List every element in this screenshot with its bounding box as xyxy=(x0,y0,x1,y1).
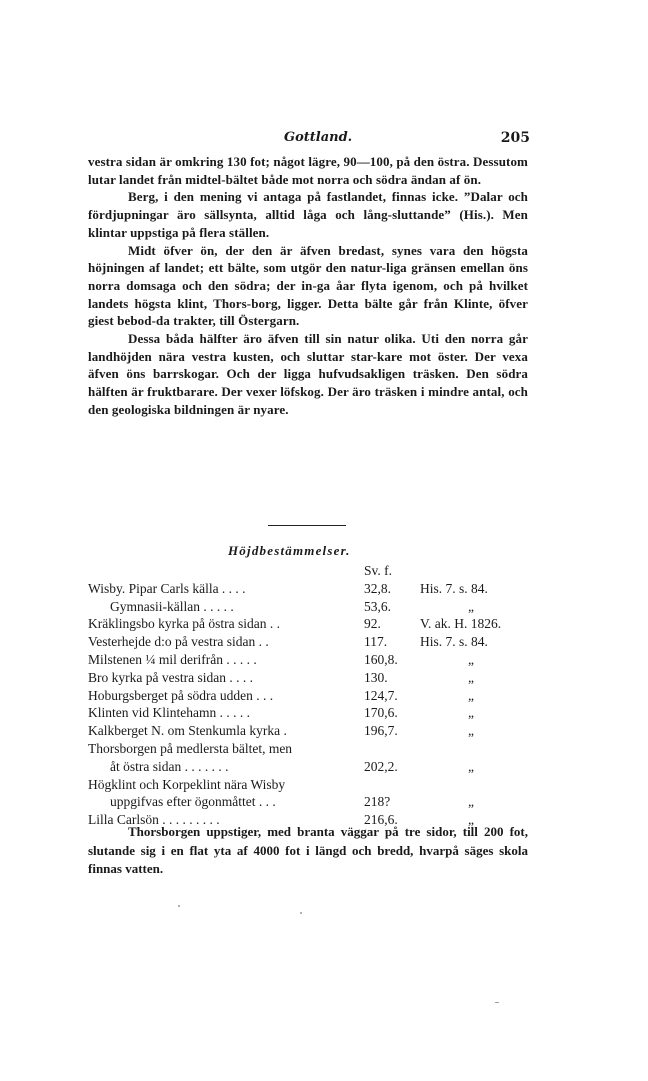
source-ref: „ xyxy=(468,723,474,739)
body-text xyxy=(88,153,528,419)
location-name: Högklint och Korpeklint nära Wisby xyxy=(88,776,286,792)
source-ref: „ xyxy=(468,812,474,828)
paragraph-3: Midt öfver ön, der den är äfven bredast, synes vara den högsta höjningen af landet; ett bälte, som utgör den natur-liga gränsen emellan öns norra domsaga och den södra; der in-ga åar flyta igenom, och på hvilket landets högsta klint, Thors-borg, ligger. Detta bälte går från Klinte, öfver giest bebod-da trakter, till Östergarn. xyxy=(88,242,528,329)
source-ref: „ xyxy=(468,598,474,614)
table-row xyxy=(88,580,530,598)
height-value: 196,7. xyxy=(364,723,398,739)
unit-header: Sv. f. xyxy=(364,563,393,578)
location-name: Milstenen ¼ mil derifrån . . . . . xyxy=(88,651,257,667)
source-ref: „ xyxy=(468,687,474,703)
location-name: Klinten vid Klintehamn . . . . . xyxy=(88,705,250,721)
source-ref: „ xyxy=(468,758,474,774)
height-value: 53,6. xyxy=(364,598,391,614)
location-name: Gymnasii-källan . . . . . xyxy=(110,598,234,614)
location-name: Wisby. Pipar Carls källa . . . . xyxy=(88,580,246,596)
source-ref: „ xyxy=(468,651,474,667)
height-value: 202,2. xyxy=(364,758,398,774)
paper-speck xyxy=(495,1002,499,1003)
table-row xyxy=(88,651,530,669)
height-value: 218? xyxy=(364,794,391,810)
table-row xyxy=(88,615,530,633)
page-number: 205 xyxy=(500,130,530,146)
heights-table xyxy=(88,562,530,829)
table-row xyxy=(88,722,530,740)
table-title: Höjdbestämmelser. xyxy=(228,543,351,558)
location-name: Kalkberget N. om Stenkumla kyrka . xyxy=(88,723,287,739)
location-name: Thorsborgen på medlersta bältet, men xyxy=(88,740,293,756)
height-value: 32,8. xyxy=(364,580,391,596)
closing-text xyxy=(88,823,528,879)
table-header-row xyxy=(88,562,530,580)
table-row xyxy=(88,758,530,776)
table-row xyxy=(88,633,530,651)
source-ref: V. ak. H. 1826. xyxy=(420,616,502,632)
table-row xyxy=(88,704,530,722)
header-title: Gottland. xyxy=(284,130,353,145)
location-name: Lilla Carlsön . . . . . . . . . xyxy=(88,812,220,828)
paragraph-1: vestra sidan är omkring 130 fot; något lägre, 90—100, på den östra. Dessutom lutar landet från midtel-bältet både mot norra och södra ändan af ön. xyxy=(88,154,528,187)
source-ref: His. 7. s. 84. xyxy=(420,580,488,596)
height-value: 216,6. xyxy=(364,812,398,828)
table-row xyxy=(88,687,530,705)
source-ref: „ xyxy=(468,794,474,810)
height-value: 92. xyxy=(364,616,381,632)
paper-speck xyxy=(178,905,180,907)
location-name: uppgifvas efter ögonmåttet . . . xyxy=(110,794,276,810)
source-ref: His. 7. s. 84. xyxy=(420,634,488,650)
paragraph-2: Berg, i den mening vi antaga på fastlandet, finnas icke. ”Dalar och fördjupningar äro sällsynta, alltid låga och lång-sluttande” (His.). Men klintar uppstiga på flera ställen. xyxy=(88,189,528,240)
paragraph-4: Dessa båda hälfter äro äfven till sin natur olika. Uti den norra går landhöjden nära vestra kusten, och sluttar star-kare mot öster. Der vexa äfven öns barrskogar. Och der ligga hufvudsakligen träsken. Den södra hälften är fruktbarare. Der vexer löfskog. Der äro träsken i mindre antal, och den geologiska bildningen är nyare. xyxy=(88,331,528,417)
location-name: Vesterhejde d:o på vestra sidan . . xyxy=(88,634,269,650)
height-value: 124,7. xyxy=(364,687,398,703)
paper-speck xyxy=(300,912,302,914)
table-row xyxy=(88,740,530,758)
location-name: Hoburgsberget på södra udden . . . xyxy=(88,687,274,703)
table-row xyxy=(88,669,530,687)
source-ref: „ xyxy=(468,669,474,685)
running-header xyxy=(84,130,530,148)
height-value: 160,8. xyxy=(364,651,398,667)
location-name: Kräklingsbo kyrka på östra sidan . . xyxy=(88,616,280,632)
location-name: åt östra sidan . . . . . . . xyxy=(110,758,229,774)
paragraph-5: Thorsborgen uppstiger, med branta väggar på tre sidor, till 200 fot, slutande sig i en flat yta af 4000 fot i längd och bredd, hvarpå säges skola finnas vatten. xyxy=(88,824,528,876)
section-divider xyxy=(268,525,346,526)
table-row xyxy=(88,793,530,811)
table-row xyxy=(88,598,530,616)
table-row xyxy=(88,776,530,794)
height-value: 117. xyxy=(364,634,388,650)
height-value: 170,6. xyxy=(364,705,398,721)
location-name: Bro kyrka på vestra sidan . . . . xyxy=(88,669,253,685)
height-value: 130. xyxy=(364,669,388,685)
source-ref: „ xyxy=(468,705,474,721)
